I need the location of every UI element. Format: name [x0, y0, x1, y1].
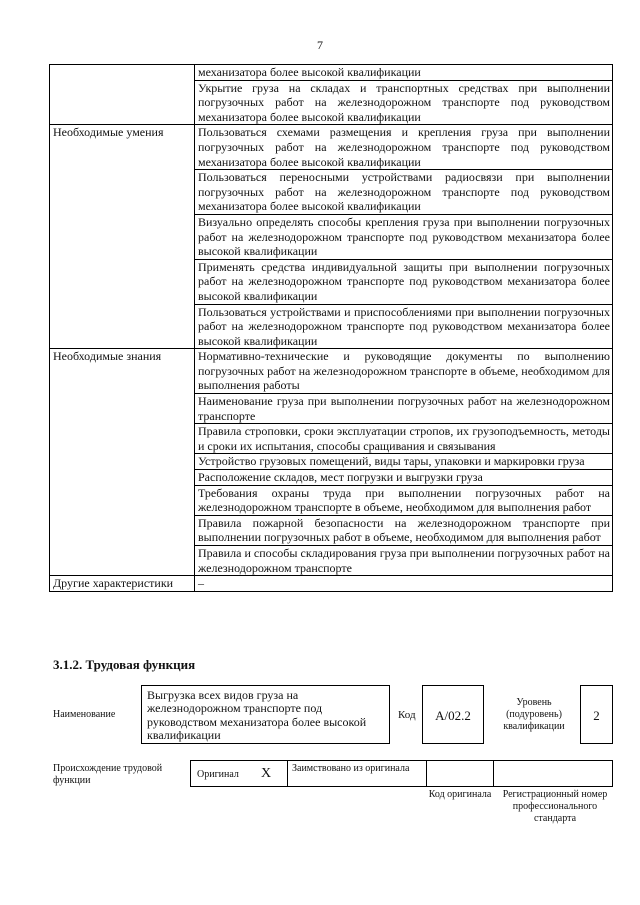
row-value: Применять средства индивидуальной защиты при выполнении погрузочных работ на железнодорожном транспорте под руководством механизатора более высокой квалификации: [195, 259, 613, 304]
row-value: Пользоваться переносными устройствами радиосвязи при выполнении погрузочных работ на железнодорожном транспорте под руководством механизатора более высокой квалификации: [195, 170, 613, 215]
row-value: Устройство грузовых помещений, виды тары, упаковки и маркировки груза: [195, 454, 613, 470]
row-value: Пользоваться устройствами и приспособлениями при выполнении погрузочных работ на железнодорожном транспорте под руководством механизатора более высокой квалификации: [195, 304, 613, 349]
row-value: механизатора более высокой квалификации: [195, 65, 613, 81]
reg-number-cell: [493, 760, 613, 787]
table-row: [50, 349, 613, 394]
page-number: 7: [317, 38, 323, 52]
row-value: Расположение складов, мест погрузки и выгрузки груза: [195, 470, 613, 486]
competency-table: [49, 64, 613, 592]
level-label: Уровень (подуровень) квалификации: [503, 697, 565, 732]
table-row: [50, 576, 613, 592]
row-label-skills: Необходимые умения: [50, 125, 195, 349]
reg-number-label: Регистрационный номер профессионального стандарта: [502, 789, 608, 824]
row-value: Визуально определять способы крепления груза при выполнении погрузочных работ на железнодорожном транспорте под руководством механизатора более высокой квалификации: [195, 214, 613, 259]
name-label: Наименование: [53, 709, 116, 720]
row-value: Пользоваться схемами размещения и крепления груза при выполнении погрузочных работ на железнодорожном транспорте под руководством механизатора более высокой квалификации: [195, 125, 613, 170]
row-value: Нормативно-технические и руководящие документы по выполнению погрузочных работ на железнодорожном транспорте в объеме, необходимом для выполнения работы: [195, 349, 613, 394]
table-row: [50, 125, 613, 170]
table-row: [50, 65, 613, 81]
section-title: 3.1.2. Трудовая функция: [53, 657, 196, 672]
row-value: –: [195, 576, 613, 592]
row-value: Требования охраны труда при выполнении погрузочных работ на железнодорожном транспорте в объеме, необходимом для выполнения работ: [195, 485, 613, 515]
row-label-other: Другие характеристики: [50, 576, 195, 592]
row-value: Укрытие груза на складах и транспортных средствах при выполнении погрузочных работ на железнодорожном транспорте под руководством механизатора более высокой квалификации: [195, 80, 613, 125]
row-value: Правила и способы складирования груза при выполнении погрузочных работ на железнодорожном транспорте: [195, 546, 613, 576]
row-value: Правила пожарной безопасности на железнодорожном транспорте при выполнении погрузочных работ в объеме, необходимом для выполнения работ: [195, 515, 613, 545]
original-label: Оригинал: [197, 769, 239, 780]
original-mark: X: [261, 766, 272, 781]
code-label: Код: [398, 709, 416, 721]
row-label: [50, 65, 195, 125]
function-name-box: Выгрузка всех видов груза на железнодорожном транспорте под руководством механизатора более высокой квалификации: [141, 685, 390, 744]
code-original-label: Код оригинала: [428, 789, 492, 800]
row-label-knowledge: Необходимые знания: [50, 349, 195, 576]
borrowed-label: Заимствовано из оригинала: [292, 763, 410, 774]
code-original-cell: [426, 760, 494, 787]
borrowed-cell: [287, 760, 427, 787]
function-code-box: А/02.2: [422, 685, 484, 744]
qualification-level-box: 2: [580, 685, 613, 744]
row-value: Наименование груза при выполнении погрузочных работ на железнодорожном транспорте: [195, 394, 613, 424]
row-value: Правила строповки, сроки эксплуатации стропов, их грузоподъемность, методы и сроки их испытания, способы сращивания и связывания: [195, 424, 613, 454]
origin-label: Происхождение трудовой функции: [53, 763, 163, 786]
original-cell: [190, 760, 288, 787]
